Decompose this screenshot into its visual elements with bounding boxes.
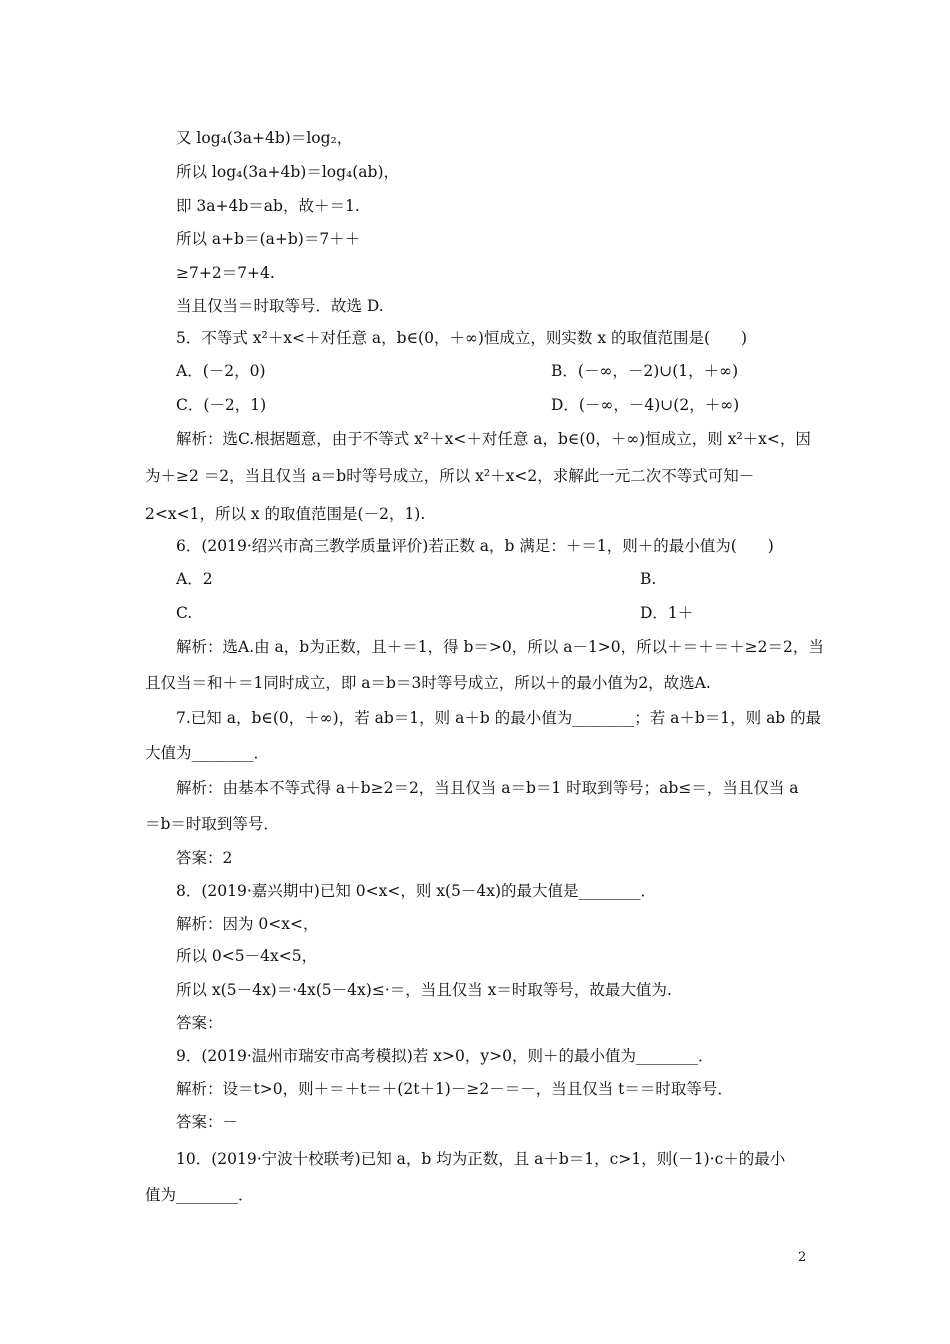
question-7: 7.已知 a，b∈(0，＋∞)，若 ab＝1，则 a＋b 的最小值为________；若 a＋b＝1，则 ab 的最 [176, 709, 822, 727]
question-8: 8．(2019·嘉兴期中)已知 0<x<，则 x(5－4x)的最大值是________． [176, 882, 657, 900]
text-line: 所以 log₄(3a+4b)＝log₄(ab)， [176, 163, 400, 181]
question-10: 10．(2019·宁波十校联考)已知 a，b 均为正数，且 a＋b＝1，c>1，则(－1)·c＋的最小 [176, 1150, 786, 1168]
option-c: C. [176, 604, 193, 622]
option-a: A．2 [176, 570, 213, 588]
option-b: B．(－∞，－2)∪(1，＋∞) [551, 362, 739, 380]
analysis-line: 解析：因为 0<x<， [176, 915, 319, 933]
option-a: A．(－2，0) [176, 362, 266, 380]
question-6: 6．(2019·绍兴市高三教学质量评价)若正数 a，b 满足：＋＝1，则＋的最小值为( ) [176, 537, 774, 555]
answer-line: 答案：－ [176, 1113, 239, 1131]
option-b: B. [640, 570, 657, 588]
text-line: ≥7+2＝7+4. [176, 264, 275, 282]
analysis-line: 解析：由基本不等式得 a＋b≥2＝2，当且仅当 a＝b＝1 时取到等号；ab≤＝，当且仅当 a [176, 779, 799, 797]
text-line: 所以 a+b＝(a+b)＝7＋＋ [176, 230, 361, 248]
analysis-line: 所以 x(5－4x)＝·4x(5－4x)≤·＝，当且仅当 x＝时取等号，故最大值为. [176, 981, 672, 999]
question-7-cont: 大值为________． [145, 744, 270, 762]
question-9: 9．(2019·温州市瑞安市高考模拟)若 x>0，y>0，则＋的最小值为________． [176, 1047, 714, 1065]
text-line: 当且仅当＝时取等号．故选 D. [176, 297, 384, 315]
option-c: C．(－2，1) [176, 396, 267, 414]
text-line: 又 log₄(3a+4b)＝log₂， [176, 129, 353, 147]
question-5: 5．不等式 x²＋x<＋对任意 a，b∈(0，＋∞)恒成立，则实数 x 的取值范围是( ) [176, 329, 748, 347]
analysis-line: 解析：选A.由 a，b为正数，且＋＝1，得 b＝>0，所以 a－1>0，所以＋＝＋＝＋≥2＝2，当 [176, 638, 824, 656]
text-line: 即 3a+4b＝ab，故＋＝1. [176, 197, 360, 215]
question-10-cont: 值为________． [145, 1186, 254, 1204]
analysis-line: 且仅当＝和＋＝1同时成立，即 a＝b＝3时等号成立，所以＋的最小值为2，故选A. [145, 674, 711, 692]
analysis-line: 解析：设＝t>0，则＋＝＋t＝＋(2t＋1)－≥2－＝－，当且仅当 t＝＝时取等号． [176, 1080, 733, 1098]
answer-line: 答案： [176, 1014, 223, 1032]
analysis-line: 为＋≥2 ＝2，当且仅当 a＝b时等号成立，所以 x²＋x<2，求解此一元二次不等式可知－ [145, 467, 755, 485]
page-number: 2 [798, 1250, 807, 1265]
analysis-line: 2<x<1，所以 x 的取值范围是(－2，1). [145, 505, 426, 523]
analysis-line: ＝b＝时取到等号． [145, 815, 279, 833]
option-d: D．1＋ [640, 604, 694, 622]
analysis-line: 所以 0<5－4x<5， [176, 947, 318, 965]
answer-line: 答案：2 [176, 849, 233, 867]
option-d: D．(－∞，－4)∪(2，＋∞) [551, 396, 740, 414]
analysis-line: 解析：选C.根据题意，由于不等式 x²＋x<＋对任意 a，b∈(0，＋∞)恒成立，则 x²＋x<，因 [176, 430, 811, 448]
